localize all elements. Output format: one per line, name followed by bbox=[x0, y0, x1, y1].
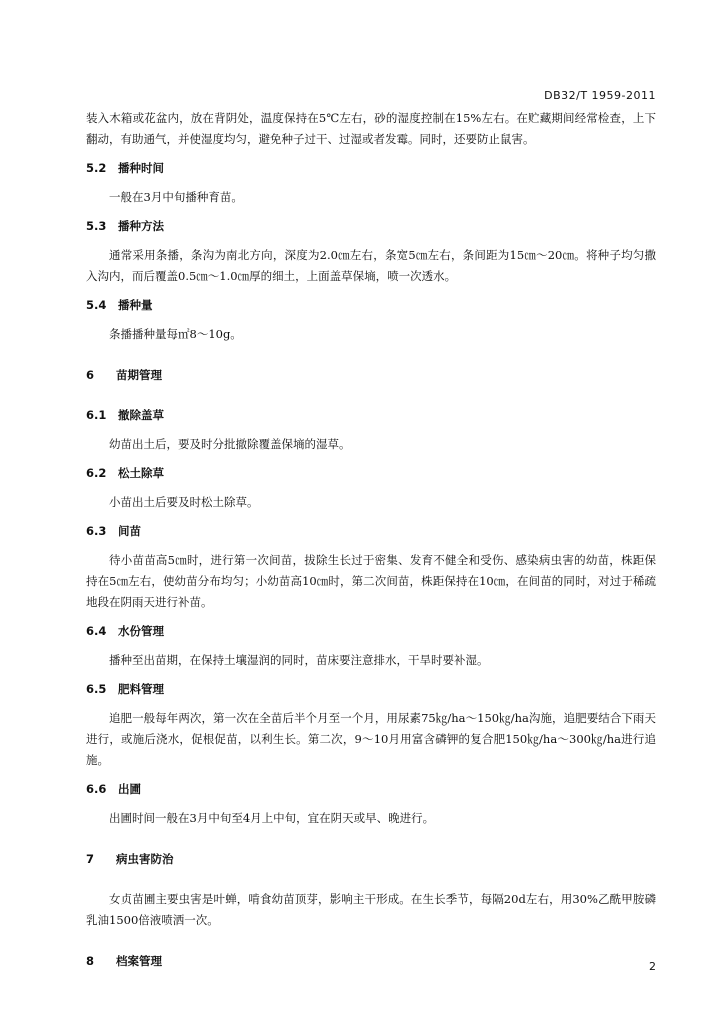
section-title: 水份管理 bbox=[118, 624, 164, 638]
section-number: 8 bbox=[86, 954, 95, 968]
section-number: 6.3 bbox=[86, 524, 107, 538]
section-number: 7 bbox=[86, 852, 95, 866]
section-heading bbox=[86, 621, 656, 642]
section-heading bbox=[86, 463, 656, 484]
paragraph: 小苗出土后要及时松土除草。 bbox=[109, 495, 259, 509]
section-title: 肥料管理 bbox=[118, 682, 164, 696]
section-title: 苗期管理 bbox=[116, 368, 162, 382]
section-number: 6.5 bbox=[86, 682, 107, 696]
section-number: 5.2 bbox=[86, 161, 107, 175]
chapter-heading bbox=[86, 849, 656, 870]
section-title: 播种时间 bbox=[118, 161, 164, 175]
paragraph: 一般在3月中旬播种育苗。 bbox=[109, 190, 243, 204]
paragraph: 出圃时间一般在3月中旬至4月上中旬，宜在阴天或早、晚进行。 bbox=[109, 811, 435, 825]
section-title: 出圃 bbox=[118, 782, 141, 796]
section-title: 撤除盖草 bbox=[118, 408, 164, 422]
paragraph: 装入木箱或花盆内，放在背阴处，温度保持在5℃左右，砂的湿度控制在15%左右。在贮藏期间经常检查，上下翻动，有助通气，并使湿度均匀，避免种子过干、过湿或者发霉。同时，还要防止鼠害。 bbox=[86, 111, 656, 146]
section-title: 间苗 bbox=[118, 524, 141, 538]
section-title: 松土除草 bbox=[118, 466, 164, 480]
document-body bbox=[86, 108, 656, 991]
section-heading bbox=[86, 216, 656, 237]
section-title: 档案管理 bbox=[116, 954, 162, 968]
section-heading bbox=[86, 405, 656, 426]
section-heading bbox=[86, 158, 656, 179]
section-number: 6 bbox=[86, 368, 95, 382]
section-heading bbox=[86, 521, 656, 542]
paragraph: 追肥一般每年两次，第一次在全苗后半个月至一个月，用尿素75㎏/ha～150㎏/ha沟施，追肥要结合下雨天进行，或施后浇水，促根促苗，以利生长。第二次，9～10月用富含磷钾的复合肥150㎏/ha～300㎏/ha进行追施。 bbox=[86, 711, 656, 767]
chapter-heading bbox=[86, 365, 656, 386]
section-number: 5.3 bbox=[86, 219, 107, 233]
paragraph: 幼苗出土后，要及时分批撤除覆盖保墒的湿草。 bbox=[109, 437, 351, 451]
section-number: 6.4 bbox=[86, 624, 107, 638]
paragraph: 通常采用条播，条沟为南北方向，深度为2.0㎝左右，条宽5㎝左右，条间距为15㎝～20㎝。将种子均匀撒入沟内，而后覆盖0.5㎝～1.0㎝厚的细土，上面盖草保墒，喷一次透水。 bbox=[86, 248, 656, 283]
section-number: 6.6 bbox=[86, 782, 107, 796]
section-heading bbox=[86, 779, 656, 800]
chapter-heading bbox=[86, 951, 656, 972]
paragraph: 条播播种量每㎡8～10g。 bbox=[109, 327, 242, 341]
section-number: 6.2 bbox=[86, 466, 107, 480]
paragraph: 播种至出苗期，在保持土壤湿润的同时，苗床要注意排水，干旱时要补湿。 bbox=[109, 653, 489, 667]
document-code: DB32/T 1959-2011 bbox=[544, 89, 656, 102]
section-heading bbox=[86, 295, 656, 316]
section-number: 6.1 bbox=[86, 408, 107, 422]
section-number: 5.4 bbox=[86, 298, 107, 312]
paragraph: 待小苗苗高5㎝时，进行第一次间苗，拔除生长过于密集、发育不健全和受伤、感染病虫害的幼苗，株距保持在5㎝左右，使幼苗分布均匀；小幼苗高10㎝时，第二次间苗，株距保持在10㎝，在间苗的同时，对过于稀疏地段在阴雨天进行补苗。 bbox=[86, 553, 656, 609]
page-number: 2 bbox=[649, 960, 656, 973]
section-heading bbox=[86, 679, 656, 700]
section-title: 播种量 bbox=[118, 298, 153, 312]
section-title: 播种方法 bbox=[118, 219, 164, 233]
section-title: 病虫害防治 bbox=[116, 852, 174, 866]
paragraph: 女贞苗圃主要虫害是叶蝉，啃食幼苗顶芽，影响主干形成。在生长季节，每隔20d左右，用30%乙酰甲胺磷乳油1500倍液喷洒一次。 bbox=[86, 892, 656, 927]
